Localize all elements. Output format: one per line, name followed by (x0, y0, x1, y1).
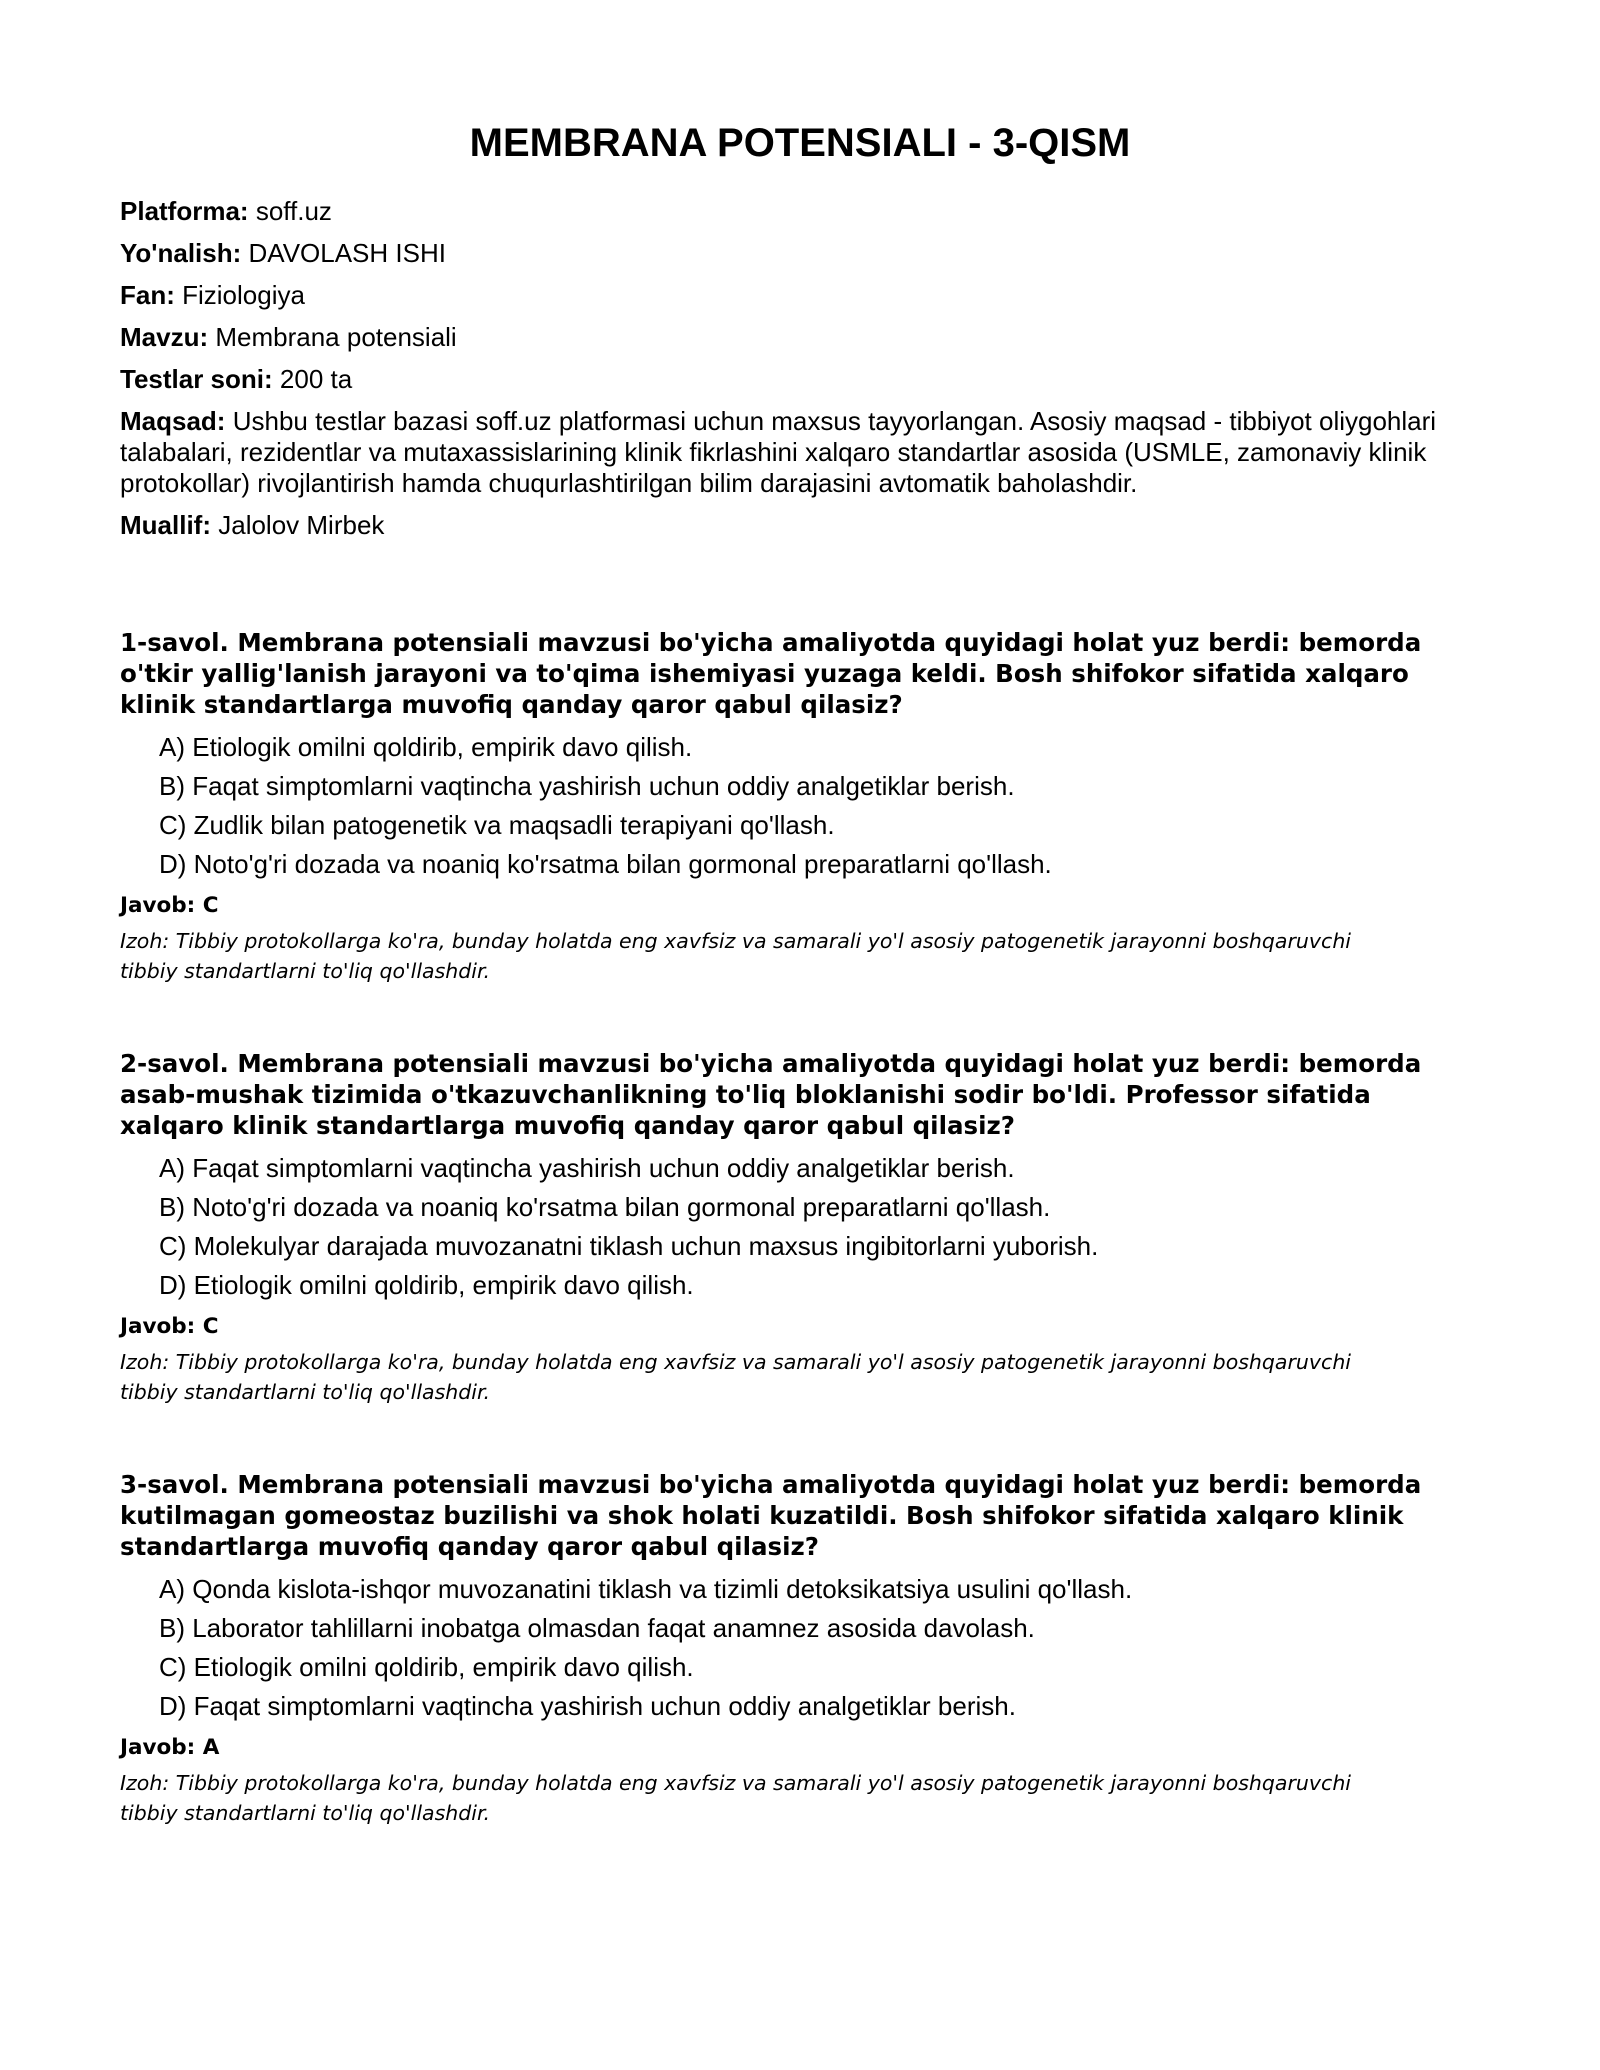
metadata-section (120, 196, 1480, 541)
meta-value: DAVOLASH ISHI (248, 238, 446, 268)
meta-fan (120, 280, 1480, 311)
meta-yonalish (120, 238, 1480, 269)
meta-maqsad (120, 406, 1480, 499)
meta-label: Platforma: (120, 196, 249, 226)
answer-option-c: C) Molekulyar darajada muvozanatni tiklash uchun maxsus ingibitorlarni yuborish. (159, 1231, 1099, 1261)
meta-label: Testlar soni: (120, 364, 273, 394)
meta-testlar-soni (120, 364, 1480, 395)
answer-option-b: B) Faqat simptomlarni vaqtincha yashirish uchun oddiy analgetiklar berish. (159, 771, 1015, 801)
question-text: 3-savol. Membrana potensiali mavzusi bo'yicha amaliyotda quyidagi holat yuz berdi: bemorda kutilmagan gomeostaz buzilishi va shok holati kuzatildi. Bosh shifokor sifatida xalqaro klinik standartlarga muvofiq qanday qaror qabul qilasiz? (120, 1470, 1422, 1561)
correct-answer: Javob: C (120, 893, 219, 918)
answer-option-b: B) Laborator tahlillarni inobatga olmasdan faqat anamnez asosida davolash. (159, 1613, 1035, 1643)
meta-muallif (120, 510, 1480, 541)
explanation-text: Izoh: Tibbiy protokollarga ko'ra, bunday holatda eng xavfsiz va samarali yo'l asosiy patogenetik jarayonni boshqaruvchi tibbiy standartlarni to'liq qo'llashdir. (120, 1350, 1352, 1404)
correct-answer: Javob: A (120, 1735, 220, 1760)
answer-option-d: D) Etiologik omilni qoldirib, empirik davo qilish. (159, 1270, 694, 1300)
correct-answer: Javob: C (120, 1314, 219, 1339)
answer-option-b: B) Noto'g'ri dozada va noaniq ko'rsatma bilan gormonal preparatlarni qo'llash. (159, 1192, 1051, 1222)
meta-value: 200 ta (279, 364, 353, 394)
meta-label: Mavzu: (120, 322, 209, 352)
question-text: 2-savol. Membrana potensiali mavzusi bo'yicha amaliyotda quyidagi holat yuz berdi: bemorda asab-mushak tizimida o'tkazuvchanlikning to'liq bloklanishi sodir bo'ldi. Professor sifatida xalqaro klinik standartlarga muvofiq qanday qaror qabul qilasiz? (120, 1049, 1422, 1140)
meta-label: Fan: (120, 280, 175, 310)
explanation-text: Izoh: Tibbiy protokollarga ko'ra, bunday holatda eng xavfsiz va samarali yo'l asosiy patogenetik jarayonni boshqaruvchi tibbiy standartlarni to'liq qo'llashdir. (120, 1771, 1352, 1825)
meta-label: Yo'nalish: (120, 238, 242, 268)
answer-option-d: D) Noto'g'ri dozada va noaniq ko'rsatma bilan gormonal preparatlarni qo'llash. (159, 849, 1052, 879)
question-block-2 (120, 1048, 1480, 1407)
section-spacer (120, 552, 1480, 627)
question-text: 1-savol. Membrana potensiali mavzusi bo'yicha amaliyotda quyidagi holat yuz berdi: bemorda o'tkir yallig'lanish jarayoni va to'qima ishemiyasi yuzaga keldi. Bosh shifokor sifatida xalqaro klinik standartlarga muvofiq qanday qaror qabul qilasiz? (120, 628, 1422, 719)
page-title: MEMBRANA POTENSIALI - 3-QISM (469, 121, 1131, 165)
answer-option-c: C) Zudlik bilan patogenetik va maqsadli terapiyani qo'llash. (159, 810, 835, 840)
meta-value: Fiziologiya (182, 280, 305, 310)
document-page (120, 118, 1480, 1890)
meta-label: Maqsad: (120, 406, 226, 436)
meta-value: Membrana potensiali (215, 322, 457, 352)
answer-option-d: D) Faqat simptomlarni vaqtincha yashirish uchun oddiy analgetiklar berish. (159, 1691, 1016, 1721)
question-block-3 (120, 1469, 1480, 1828)
question-block-1 (120, 627, 1480, 986)
meta-value: soff.uz (255, 196, 332, 226)
meta-value: Jalolov Mirbek (218, 510, 385, 540)
meta-label: Muallif: (120, 510, 211, 540)
meta-mavzu (120, 322, 1480, 353)
explanation-text: Izoh: Tibbiy protokollarga ko'ra, bunday holatda eng xavfsiz va samarali yo'l asosiy patogenetik jarayonni boshqaruvchi tibbiy standartlarni to'liq qo'llashdir. (120, 929, 1352, 983)
answer-option-a: A) Faqat simptomlarni vaqtincha yashirish uchun oddiy analgetiklar berish. (159, 1153, 1015, 1183)
answer-option-a: A) Etiologik omilni qoldirib, empirik davo qilish. (159, 732, 693, 762)
answer-option-a: A) Qonda kislota-ishqor muvozanatini tiklash va tizimli detoksikatsiya usulini qo'llash. (159, 1574, 1133, 1604)
questions-section (120, 627, 1480, 1828)
answer-option-c: C) Etiologik omilni qoldirib, empirik davo qilish. (159, 1652, 694, 1682)
meta-platforma (120, 196, 1480, 227)
meta-value: Ushbu testlar bazasi soff.uz platformasi uchun maxsus tayyorlangan. Asosiy maqsad - tibbiyot oliygohlari talabalari, rezidentlar va mutaxassislarining klinik fikrlashini xalqaro standartlar asosida (USMLE, zamonaviy klinik protokollar) rivojlantirish hamda chuqurlashtirilgan bilim darajasini avtomatik baholashdir. (120, 406, 1437, 498)
